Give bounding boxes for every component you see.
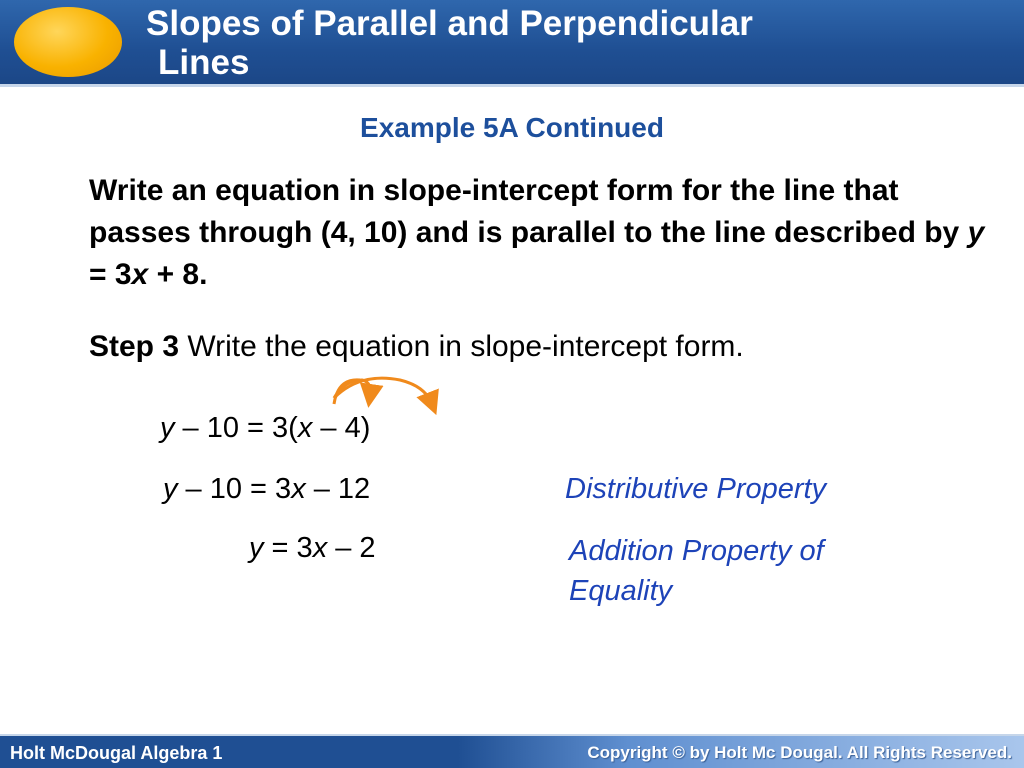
title-line-2: Lines xyxy=(158,43,250,82)
footer-bar xyxy=(0,734,1024,768)
equation-3 xyxy=(249,530,376,566)
reason-addition: Addition Property of Equality xyxy=(569,535,824,607)
eq1-var-x: x xyxy=(297,412,313,444)
eq1-part-a: – 10 = 3( xyxy=(174,412,298,444)
problem-text: Write an equation in slope-intercept form for the line that passes through (4, 10) and is parallel to the line described by xyxy=(89,174,968,249)
eq3-part-b: – 2 xyxy=(327,532,376,564)
eq2-part-b: – 12 xyxy=(305,473,371,505)
footer-course: Holt McDougal Algebra 1 xyxy=(10,743,223,763)
problem-var-y: y xyxy=(967,216,985,249)
eq2-var-x: x xyxy=(291,473,306,505)
problem-statement xyxy=(89,170,989,296)
reason-distributive: Distributive Property xyxy=(565,473,827,505)
logo-oval-icon xyxy=(14,7,122,77)
example-heading xyxy=(0,112,1024,144)
arrow-to-x xyxy=(334,380,360,404)
problem-var-x: x xyxy=(131,258,149,291)
problem-eq-end: + 8. xyxy=(148,258,208,291)
eq3-var-x: x xyxy=(312,532,328,564)
footer-gradient xyxy=(458,736,1024,768)
step-label: Step 3 xyxy=(89,330,180,363)
page-title xyxy=(146,4,1006,82)
header-bar xyxy=(0,0,1024,87)
eq2-var-y: y xyxy=(163,473,178,505)
step-instruction xyxy=(89,327,999,367)
equation-2 xyxy=(163,471,370,507)
arrow-to-x-head xyxy=(334,380,370,398)
title-line-1: Slopes of Parallel and Perpendicular xyxy=(146,4,753,43)
footer-copyright: Copyright © by Holt Mc Dougal. All Rights Reserved. xyxy=(587,743,1012,762)
eq3-var-y: y xyxy=(249,532,264,564)
step-text: Write the equation in slope-intercept form. xyxy=(179,330,744,363)
eq1-var-y: y xyxy=(160,412,175,444)
eq1-part-b: – 4) xyxy=(312,412,371,444)
example-heading-text: Example 5A Continued xyxy=(360,112,664,143)
arrow-to-4 xyxy=(334,378,432,404)
eq3-part-a: = 3 xyxy=(263,532,313,564)
eq2-part-a: – 10 = 3 xyxy=(177,473,292,505)
problem-eq-mid: = 3 xyxy=(89,258,132,291)
equation-1 xyxy=(160,410,370,446)
